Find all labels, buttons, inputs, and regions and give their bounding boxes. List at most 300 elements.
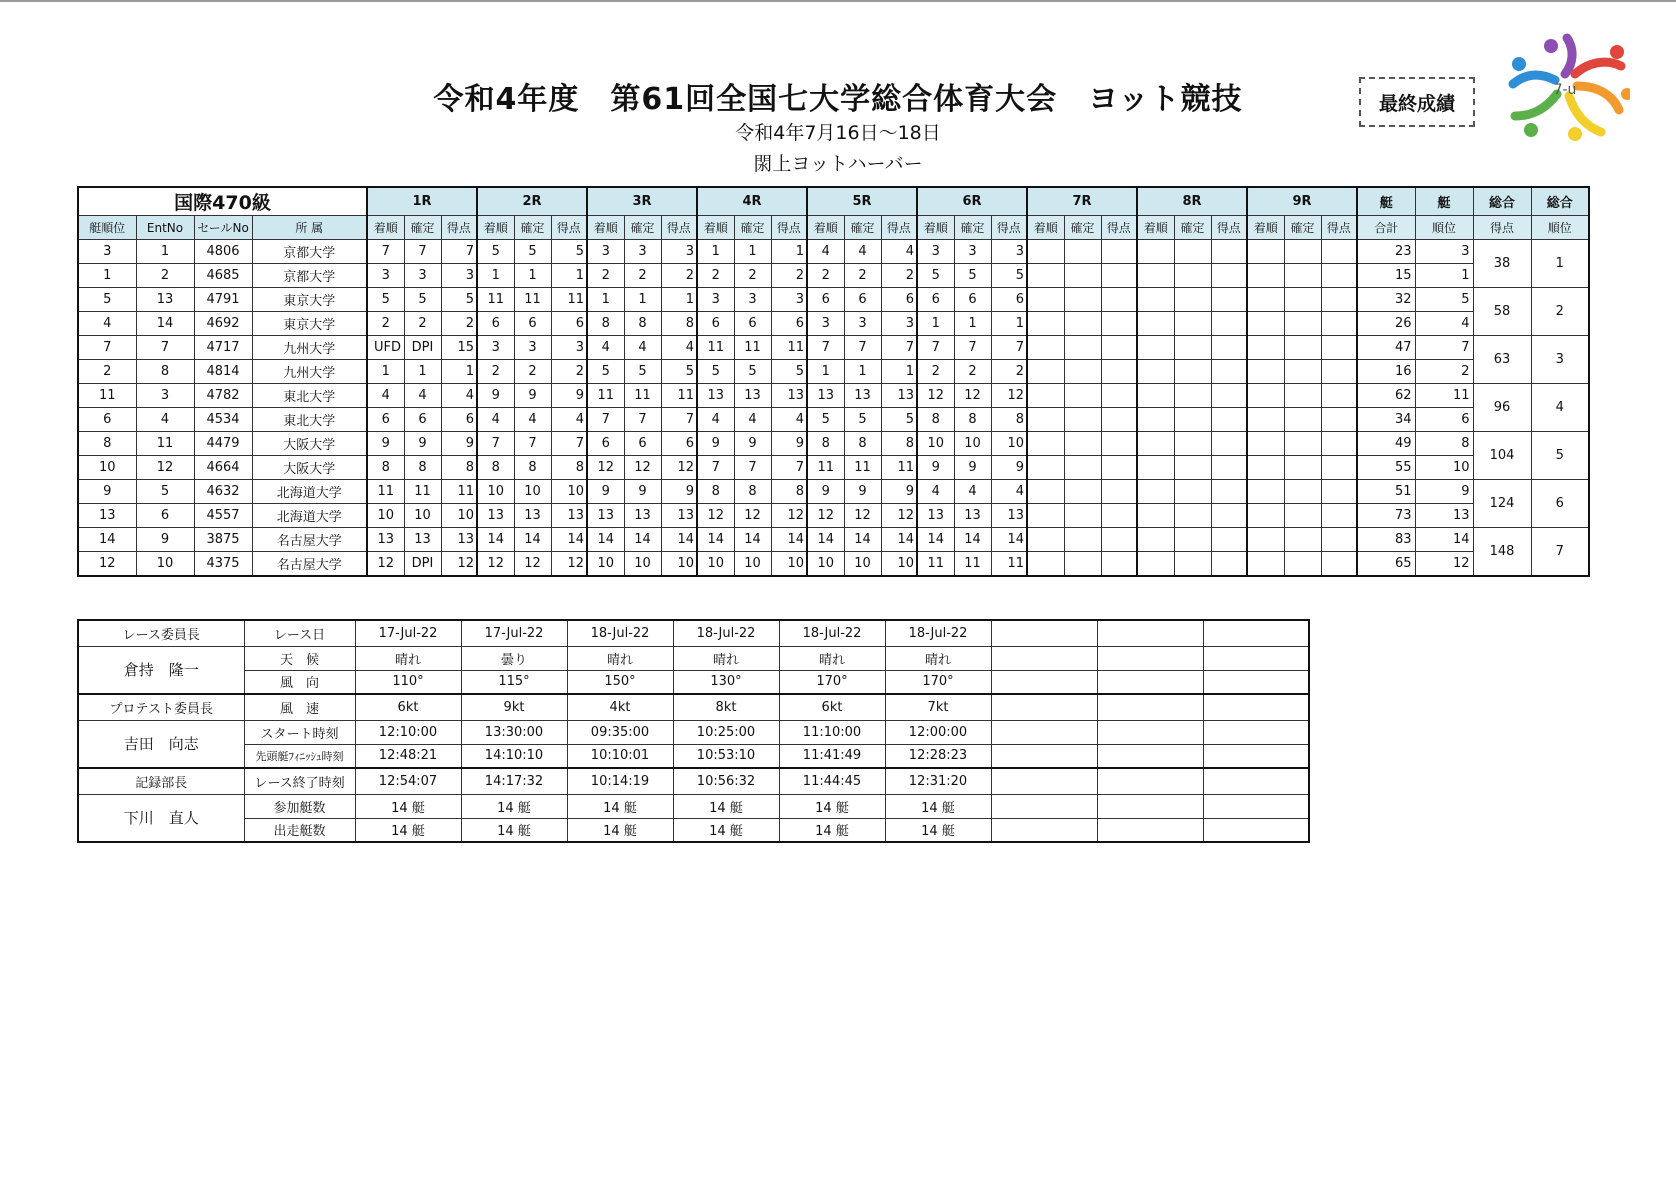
points-cell: 7 (881, 336, 917, 360)
race-info-label: 参加艇数 (244, 794, 355, 818)
team-points-cell: 148 (1473, 528, 1531, 576)
affiliation-cell: 北海道大学 (252, 480, 367, 504)
sail-no-cell: 4685 (194, 264, 252, 288)
race-info-value: 10:14:19 (567, 768, 673, 794)
boat-rank-total-cell: 12 (1415, 552, 1473, 576)
finish-cell (1247, 408, 1284, 432)
points-cell: 5 (881, 408, 917, 432)
finish-cell: 1 (477, 264, 514, 288)
confirmed-cell (1174, 360, 1211, 384)
finish-cell: 2 (367, 312, 404, 336)
finish-cell (1027, 264, 1064, 288)
team-rank-cell: 1 (1531, 240, 1589, 288)
result-row (78, 432, 1589, 456)
race-info-value: 6kt (779, 694, 885, 720)
race-info-value: 14 艇 (567, 794, 673, 818)
finish-cell (1137, 336, 1174, 360)
points-cell (1211, 480, 1247, 504)
points-cell: 1 (991, 312, 1027, 336)
final-results-badge-label: 最終成績 (1378, 92, 1455, 115)
boat-total-cell: 26 (1357, 312, 1415, 336)
points-cell: 3 (771, 288, 807, 312)
confirmed-cell (1174, 408, 1211, 432)
finish-cell: 9 (587, 480, 624, 504)
affiliation-cell: 大阪大学 (252, 432, 367, 456)
points-cell (1211, 384, 1247, 408)
finish-cell: 8 (587, 312, 624, 336)
confirmed-cell: 11 (514, 288, 551, 312)
col-points: 得点 (771, 216, 807, 240)
race-info-value (1097, 694, 1203, 720)
entno-cell: 5 (136, 480, 194, 504)
finish-cell: UFD (367, 336, 404, 360)
finish-cell: 2 (477, 360, 514, 384)
affiliation-cell: 九州大学 (252, 360, 367, 384)
confirmed-cell: 13 (404, 528, 441, 552)
points-cell: 14 (991, 528, 1027, 552)
race-info-value (1097, 818, 1203, 842)
points-cell (1321, 552, 1357, 576)
col-points: 得点 (1211, 216, 1247, 240)
race-info-value: 14 艇 (461, 794, 567, 818)
points-cell (1321, 480, 1357, 504)
finish-cell (1027, 504, 1064, 528)
boat-rank-cell: 9 (78, 480, 136, 504)
points-cell: 3 (881, 312, 917, 336)
finish-cell (1027, 288, 1064, 312)
race-info-value (991, 670, 1097, 694)
top-border-line (0, 0, 1676, 2)
confirmed-cell: 2 (624, 264, 661, 288)
entno-cell: 10 (136, 552, 194, 576)
points-cell (1321, 288, 1357, 312)
finish-cell: 2 (807, 264, 844, 288)
confirmed-cell: 8 (954, 408, 991, 432)
confirmed-cell (1284, 528, 1321, 552)
finish-cell (1137, 312, 1174, 336)
race-info-row (78, 694, 1309, 720)
points-cell: 13 (881, 384, 917, 408)
confirmed-cell (1174, 336, 1211, 360)
race-info-value: 14 艇 (461, 818, 567, 842)
confirmed-cell (1064, 408, 1101, 432)
finish-cell: 13 (697, 384, 734, 408)
results-subheader-row (78, 216, 1589, 240)
col-finish: 着順 (697, 216, 734, 240)
boat-total-cell: 16 (1357, 360, 1415, 384)
boat-total-cell: 15 (1357, 264, 1415, 288)
confirmed-cell: 3 (514, 336, 551, 360)
race-info-value: 7kt (885, 694, 991, 720)
finish-cell (1247, 456, 1284, 480)
confirmed-cell: 13 (844, 384, 881, 408)
race-info-value: 12:10:00 (355, 720, 461, 744)
race-header-5: 5R (807, 187, 917, 216)
points-cell (1211, 360, 1247, 384)
points-cell: 7 (441, 240, 477, 264)
confirmed-cell: 7 (514, 432, 551, 456)
finish-cell: 7 (917, 336, 954, 360)
confirmed-cell: 4 (734, 408, 771, 432)
boat-total-cell: 83 (1357, 528, 1415, 552)
finish-cell: 14 (477, 528, 514, 552)
team-rank-cell: 6 (1531, 480, 1589, 528)
col-points: 得点 (1321, 216, 1357, 240)
boat-rank-total-cell: 7 (1415, 336, 1473, 360)
finish-cell (1027, 432, 1064, 456)
finish-cell: 5 (917, 264, 954, 288)
affiliation-cell: 東北大学 (252, 408, 367, 432)
points-cell: 9 (551, 384, 587, 408)
boat-total-cell: 62 (1357, 384, 1415, 408)
race-info-value (991, 720, 1097, 744)
entno-cell: 12 (136, 456, 194, 480)
race-info-value: 18-Jul-22 (779, 620, 885, 646)
confirmed-cell (1064, 288, 1101, 312)
finish-cell (1137, 480, 1174, 504)
points-cell: 14 (551, 528, 587, 552)
confirmed-cell: 8 (844, 432, 881, 456)
boat-rank-header: 艇 (1415, 187, 1473, 216)
points-cell: 14 (881, 528, 917, 552)
confirmed-cell (1174, 264, 1211, 288)
finish-cell: 8 (807, 432, 844, 456)
confirmed-cell: 10 (624, 552, 661, 576)
affiliation-cell: 九州大学 (252, 336, 367, 360)
finish-cell: 1 (367, 360, 404, 384)
points-cell (1321, 408, 1357, 432)
points-cell: 1 (551, 264, 587, 288)
points-cell: 8 (881, 432, 917, 456)
result-row (78, 480, 1589, 504)
col-team-points: 得点 (1473, 216, 1531, 240)
race-info-row (78, 670, 1309, 694)
finish-cell (1247, 552, 1284, 576)
affiliation-cell: 東北大学 (252, 384, 367, 408)
finish-cell: 12 (807, 504, 844, 528)
sail-no-cell: 4664 (194, 456, 252, 480)
boat-total-cell: 34 (1357, 408, 1415, 432)
points-cell: 6 (771, 312, 807, 336)
confirmed-cell: 2 (844, 264, 881, 288)
confirmed-cell: 1 (404, 360, 441, 384)
confirmed-cell: 14 (734, 528, 771, 552)
points-cell: 4 (551, 408, 587, 432)
points-cell (1211, 528, 1247, 552)
finish-cell: 3 (917, 240, 954, 264)
race-info-value (1203, 794, 1309, 818)
boat-total-cell: 49 (1357, 432, 1415, 456)
finish-cell (1137, 288, 1174, 312)
race-header-3: 3R (587, 187, 697, 216)
team-points-cell: 124 (1473, 480, 1531, 528)
entno-cell: 1 (136, 240, 194, 264)
points-cell: 13 (661, 504, 697, 528)
points-cell (1101, 528, 1137, 552)
confirmed-cell (1284, 552, 1321, 576)
confirmed-cell (1284, 264, 1321, 288)
race-info-value: 9kt (461, 694, 567, 720)
confirmed-cell: 3 (954, 240, 991, 264)
points-cell (1211, 504, 1247, 528)
col-points: 得点 (661, 216, 697, 240)
points-cell: 8 (441, 456, 477, 480)
finish-cell: 10 (697, 552, 734, 576)
points-cell: 2 (441, 312, 477, 336)
col-finish: 着順 (807, 216, 844, 240)
points-cell: 4 (661, 336, 697, 360)
finish-cell: 9 (477, 384, 514, 408)
points-cell: 3 (551, 336, 587, 360)
confirmed-cell (1064, 240, 1101, 264)
confirmed-cell (1174, 528, 1211, 552)
points-cell: 7 (661, 408, 697, 432)
confirmed-cell (1174, 312, 1211, 336)
col-team-rank: 順位 (1531, 216, 1589, 240)
race-info-label: 風 向 (244, 670, 355, 694)
boat-rank-cell: 5 (78, 288, 136, 312)
confirmed-cell: 3 (404, 264, 441, 288)
points-cell (1211, 456, 1247, 480)
finish-cell: 14 (917, 528, 954, 552)
finish-cell (1027, 360, 1064, 384)
points-cell (1321, 528, 1357, 552)
boat-rank-total-cell: 9 (1415, 480, 1473, 504)
points-cell: 12 (771, 504, 807, 528)
race-info-value: 14 艇 (673, 818, 779, 842)
finish-cell (1137, 504, 1174, 528)
boat-rank-total-cell: 14 (1415, 528, 1473, 552)
points-cell: 10 (771, 552, 807, 576)
points-cell: 4 (771, 408, 807, 432)
points-cell (1321, 456, 1357, 480)
confirmed-cell: 1 (734, 240, 771, 264)
points-cell: 9 (771, 432, 807, 456)
finish-cell: 13 (477, 504, 514, 528)
points-cell: 10 (881, 552, 917, 576)
finish-cell: 10 (807, 552, 844, 576)
boat-total-cell: 47 (1357, 336, 1415, 360)
race-info-value: 曇り (461, 646, 567, 670)
race-info-value: 11:10:00 (779, 720, 885, 744)
result-row (78, 456, 1589, 480)
col-confirmed: 確定 (514, 216, 551, 240)
points-cell: 14 (771, 528, 807, 552)
points-cell (1321, 384, 1357, 408)
points-cell (1321, 504, 1357, 528)
confirmed-cell: 5 (514, 240, 551, 264)
final-results-badge (1359, 77, 1475, 127)
boat-rank-cell: 2 (78, 360, 136, 384)
confirmed-cell: 9 (734, 432, 771, 456)
col-confirmed: 確定 (404, 216, 441, 240)
confirmed-cell: 1 (514, 264, 551, 288)
finish-cell: 8 (697, 480, 734, 504)
confirmed-cell: 10 (844, 552, 881, 576)
points-cell: 4 (881, 240, 917, 264)
race-info-value (1203, 670, 1309, 694)
race-info-table (77, 619, 1310, 843)
race-header-8: 8R (1137, 187, 1247, 216)
finish-cell (1027, 240, 1064, 264)
sail-no-cell: 4814 (194, 360, 252, 384)
finish-cell (1247, 432, 1284, 456)
confirmed-cell: DPI (404, 552, 441, 576)
race-info-label: 先頭艇ﾌｨﾆｯｼｭ時刻 (244, 744, 355, 768)
points-cell (1101, 504, 1137, 528)
team-points-cell: 96 (1473, 384, 1531, 432)
finish-cell: 6 (587, 432, 624, 456)
finish-cell: 2 (587, 264, 624, 288)
points-cell (1211, 336, 1247, 360)
confirmed-cell: 8 (734, 480, 771, 504)
col-finish: 着順 (1027, 216, 1064, 240)
race-info-value: 170° (885, 670, 991, 694)
col-boat-rank-2: 順位 (1415, 216, 1473, 240)
confirmed-cell: 3 (624, 240, 661, 264)
finish-cell: 5 (807, 408, 844, 432)
finish-cell: 9 (697, 432, 734, 456)
col-points: 得点 (991, 216, 1027, 240)
boat-total-cell: 32 (1357, 288, 1415, 312)
finish-cell: 4 (917, 480, 954, 504)
confirmed-cell: 5 (734, 360, 771, 384)
boat-rank-cell: 14 (78, 528, 136, 552)
team-points-header: 総合 (1473, 187, 1531, 216)
race-info-value: 14 艇 (779, 818, 885, 842)
team-points-cell: 58 (1473, 288, 1531, 336)
finish-cell: 1 (807, 360, 844, 384)
race-info-value: 110° (355, 670, 461, 694)
finish-cell: 7 (697, 456, 734, 480)
race-info-value: 13:30:00 (461, 720, 567, 744)
points-cell: 6 (441, 408, 477, 432)
points-cell: 8 (771, 480, 807, 504)
finish-cell (1137, 552, 1174, 576)
col-finish: 着順 (917, 216, 954, 240)
race-info-value (991, 646, 1097, 670)
finish-cell: 6 (697, 312, 734, 336)
team-rank-cell: 3 (1531, 336, 1589, 384)
race-info-label: レース日 (244, 620, 355, 646)
points-cell: 12 (441, 552, 477, 576)
race-info-row (78, 818, 1309, 842)
confirmed-cell: 4 (844, 240, 881, 264)
points-cell: 3 (661, 240, 697, 264)
finish-cell (1247, 264, 1284, 288)
finish-cell (1027, 456, 1064, 480)
finish-cell (1247, 480, 1284, 504)
boat-rank-cell: 6 (78, 408, 136, 432)
race-info-value (1097, 720, 1203, 744)
race-info-value: 10:10:01 (567, 744, 673, 768)
finish-cell: 12 (477, 552, 514, 576)
confirmed-cell: 4 (624, 336, 661, 360)
result-row (78, 288, 1589, 312)
finish-cell (1027, 408, 1064, 432)
points-cell (1211, 312, 1247, 336)
race-info-value: 12:48:21 (355, 744, 461, 768)
finish-cell (1027, 384, 1064, 408)
points-cell (1321, 432, 1357, 456)
points-cell (1211, 408, 1247, 432)
confirmed-cell: 6 (514, 312, 551, 336)
race-info-value: 晴れ (673, 646, 779, 670)
boat-total-cell: 51 (1357, 480, 1415, 504)
boat-rank-cell: 3 (78, 240, 136, 264)
race-info-value: 11:41:49 (779, 744, 885, 768)
finish-cell (1137, 240, 1174, 264)
entno-cell: 14 (136, 312, 194, 336)
confirmed-cell: 10 (734, 552, 771, 576)
finish-cell: 13 (587, 504, 624, 528)
confirmed-cell: 6 (734, 312, 771, 336)
points-cell: 11 (441, 480, 477, 504)
boat-rank-cell: 13 (78, 504, 136, 528)
confirmed-cell: 13 (954, 504, 991, 528)
points-cell: 10 (661, 552, 697, 576)
boat-rank-total-cell: 8 (1415, 432, 1473, 456)
points-cell (1101, 360, 1137, 384)
points-cell: 2 (551, 360, 587, 384)
points-cell (1321, 264, 1357, 288)
finish-cell: 14 (697, 528, 734, 552)
race-info-value: 12:28:23 (885, 744, 991, 768)
race-info-label: 天 候 (244, 646, 355, 670)
finish-cell (1137, 408, 1174, 432)
finish-cell: 4 (697, 408, 734, 432)
race-info-value (1097, 620, 1203, 646)
race-info-value (1203, 744, 1309, 768)
points-cell: 1 (771, 240, 807, 264)
class-label: 国際470級 (78, 187, 367, 216)
race-info-value: 18-Jul-22 (885, 620, 991, 646)
points-cell: 3 (991, 240, 1027, 264)
team-rank-cell: 7 (1531, 528, 1589, 576)
points-cell: 8 (551, 456, 587, 480)
boat-rank-total-cell: 10 (1415, 456, 1473, 480)
boat-rank-total-cell: 2 (1415, 360, 1473, 384)
confirmed-cell: 9 (404, 432, 441, 456)
finish-cell (1247, 240, 1284, 264)
race-header-7: 7R (1027, 187, 1137, 216)
finish-cell: 8 (477, 456, 514, 480)
affiliation-cell: 北海道大学 (252, 504, 367, 528)
col-points: 得点 (1101, 216, 1137, 240)
finish-cell (1247, 312, 1284, 336)
race-info-value (991, 694, 1097, 720)
finish-cell: 1 (697, 240, 734, 264)
team-points-cell: 38 (1473, 240, 1531, 288)
confirmed-cell: 1 (954, 312, 991, 336)
officer-name: 下川 直人 (78, 794, 244, 842)
confirmed-cell: 12 (514, 552, 551, 576)
confirmed-cell (1064, 336, 1101, 360)
finish-cell: 6 (917, 288, 954, 312)
race-info-value (1097, 744, 1203, 768)
confirmed-cell: 10 (514, 480, 551, 504)
race-header-9: 9R (1247, 187, 1357, 216)
finish-cell (1137, 432, 1174, 456)
result-row (78, 528, 1589, 552)
finish-cell: 10 (587, 552, 624, 576)
confirmed-cell (1174, 384, 1211, 408)
points-cell: 6 (551, 312, 587, 336)
confirmed-cell (1064, 456, 1101, 480)
confirmed-cell: 5 (954, 264, 991, 288)
confirmed-cell: 7 (404, 240, 441, 264)
finish-cell: 12 (367, 552, 404, 576)
